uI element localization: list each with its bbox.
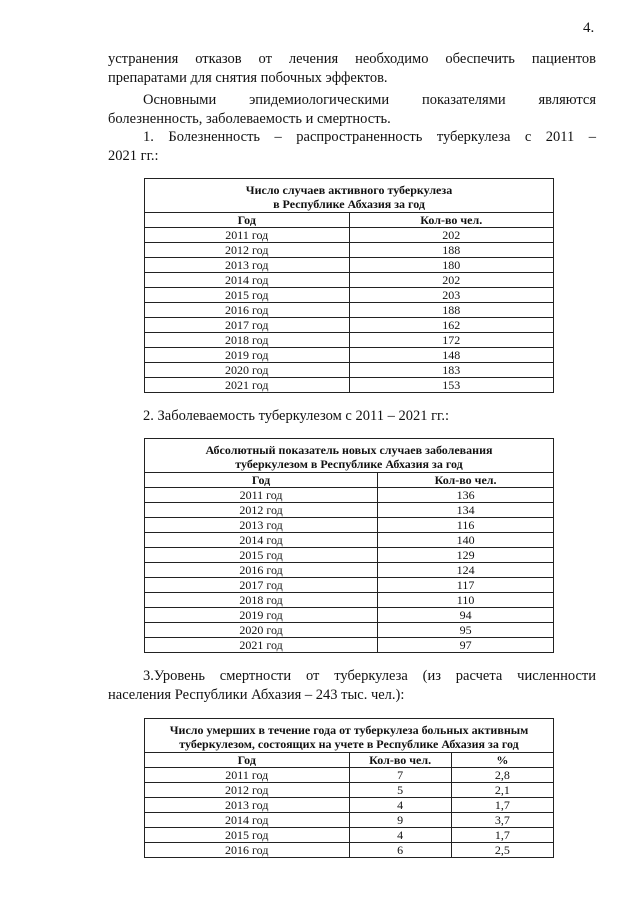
count-cell: 110 bbox=[378, 593, 554, 608]
paragraph-1-line-1: устранения отказов от лечения необходимо обеспечить пациентов bbox=[108, 51, 596, 67]
year-cell: 2012 год bbox=[145, 243, 350, 258]
table-row bbox=[145, 363, 554, 378]
table-row bbox=[145, 578, 554, 593]
year-cell: 2014 год bbox=[145, 533, 378, 548]
year-cell: 2021 год bbox=[145, 378, 350, 393]
count-cell: 117 bbox=[378, 578, 554, 593]
paragraph-3-line-1: 1. Болезненность – распространенность туберкулеза с 2011 – bbox=[143, 129, 596, 145]
paragraph-1-line-2: препаратами для снятия побочных эффектов. bbox=[108, 70, 388, 86]
table-prevalence bbox=[144, 178, 554, 393]
table-caption bbox=[145, 439, 554, 473]
year-cell: 2018 год bbox=[145, 333, 350, 348]
year-cell: 2019 год bbox=[145, 348, 350, 363]
count-cell: 97 bbox=[378, 638, 554, 653]
count-cell: 4 bbox=[349, 798, 451, 813]
year-cell: 2013 год bbox=[145, 518, 378, 533]
table-row bbox=[145, 813, 554, 828]
count-cell: 6 bbox=[349, 843, 451, 858]
column-header-year: Год bbox=[145, 213, 350, 228]
count-cell: 203 bbox=[349, 288, 554, 303]
table-caption-line-1: Число случаев активного туберкулеза bbox=[245, 183, 453, 197]
year-cell: 2015 год bbox=[145, 288, 350, 303]
percent-cell: 1,7 bbox=[451, 798, 553, 813]
table-row bbox=[145, 798, 554, 813]
table-row bbox=[145, 783, 554, 798]
table-row bbox=[145, 503, 554, 518]
table-caption bbox=[145, 719, 554, 753]
year-cell: 2016 год bbox=[145, 843, 350, 858]
percent-cell: 2,5 bbox=[451, 843, 553, 858]
column-header-year: Год bbox=[145, 753, 350, 768]
year-cell: 2017 год bbox=[145, 578, 378, 593]
table-row bbox=[145, 548, 554, 563]
year-cell: 2020 год bbox=[145, 363, 350, 378]
year-cell: 2015 год bbox=[145, 828, 350, 843]
count-cell: 9 bbox=[349, 813, 451, 828]
table-row bbox=[145, 518, 554, 533]
percent-cell: 2,8 bbox=[451, 768, 553, 783]
paragraph-2-line-1: Основными эпидемиологическими показателями являются bbox=[143, 92, 596, 108]
percent-cell: 2,1 bbox=[451, 783, 553, 798]
table-row bbox=[145, 303, 554, 318]
year-cell: 2013 год bbox=[145, 258, 350, 273]
column-header-percent: % bbox=[451, 753, 553, 768]
table-row bbox=[145, 258, 554, 273]
count-cell: 180 bbox=[349, 258, 554, 273]
page-number: 4. bbox=[583, 20, 595, 36]
count-cell: 129 bbox=[378, 548, 554, 563]
year-cell: 2014 год bbox=[145, 273, 350, 288]
table-caption-line-1: Абсолютный показатель новых случаев заболевания bbox=[205, 443, 493, 457]
paragraph-4-line-1: 3.Уровень смертности от туберкулеза (из расчета численности bbox=[143, 668, 596, 684]
table-caption-line-1: Число умерших в течение года от туберкулеза больных активным bbox=[169, 723, 529, 737]
count-cell: 136 bbox=[378, 488, 554, 503]
table-caption bbox=[145, 179, 554, 213]
column-header-count: Кол-во чел. bbox=[349, 213, 554, 228]
paragraph-2-line-2: болезненность, заболеваемость и смертность. bbox=[108, 111, 391, 127]
table-row bbox=[145, 533, 554, 548]
table-row bbox=[145, 768, 554, 783]
year-cell: 2016 год bbox=[145, 563, 378, 578]
table-row bbox=[145, 228, 554, 243]
table-row bbox=[145, 828, 554, 843]
table-row bbox=[145, 563, 554, 578]
table-row bbox=[145, 638, 554, 653]
count-cell: 188 bbox=[349, 243, 554, 258]
year-cell: 2019 год bbox=[145, 608, 378, 623]
table-row bbox=[145, 243, 554, 258]
table-row bbox=[145, 378, 554, 393]
count-cell: 134 bbox=[378, 503, 554, 518]
year-cell: 2020 год bbox=[145, 623, 378, 638]
count-cell: 202 bbox=[349, 273, 554, 288]
count-cell: 116 bbox=[378, 518, 554, 533]
table-incidence bbox=[144, 438, 554, 653]
year-cell: 2015 год bbox=[145, 548, 378, 563]
count-cell: 140 bbox=[378, 533, 554, 548]
percent-cell: 3,7 bbox=[451, 813, 553, 828]
table-mortality bbox=[144, 718, 554, 858]
count-cell: 188 bbox=[349, 303, 554, 318]
count-cell: 153 bbox=[349, 378, 554, 393]
year-cell: 2016 год bbox=[145, 303, 350, 318]
count-cell: 94 bbox=[378, 608, 554, 623]
year-cell: 2018 год bbox=[145, 593, 378, 608]
table-row bbox=[145, 623, 554, 638]
table-row bbox=[145, 843, 554, 858]
column-header-count: Кол-во чел. bbox=[349, 753, 451, 768]
table-caption-line-2: туберкулезом, состоящих на учете в Республике Абхазия за год bbox=[179, 737, 519, 751]
year-cell: 2014 год bbox=[145, 813, 350, 828]
count-cell: 7 bbox=[349, 768, 451, 783]
year-cell: 2011 год bbox=[145, 228, 350, 243]
year-cell: 2011 год bbox=[145, 768, 350, 783]
paragraph-4-line-2: населения Республики Абхазия – 243 тыс. чел.): bbox=[108, 687, 405, 703]
year-cell: 2012 год bbox=[145, 783, 350, 798]
count-cell: 183 bbox=[349, 363, 554, 378]
count-cell: 124 bbox=[378, 563, 554, 578]
count-cell: 95 bbox=[378, 623, 554, 638]
count-cell: 4 bbox=[349, 828, 451, 843]
column-header-year: Год bbox=[145, 473, 378, 488]
year-cell: 2013 год bbox=[145, 798, 350, 813]
section-heading-incidence: 2. Заболеваемость туберкулезом с 2011 – 2021 гг.: bbox=[143, 408, 449, 424]
year-cell: 2017 год bbox=[145, 318, 350, 333]
paragraph-3-line-2: 2021 гг.: bbox=[108, 148, 159, 164]
table-row bbox=[145, 333, 554, 348]
year-cell: 2012 год bbox=[145, 503, 378, 518]
column-header-count: Кол-во чел. bbox=[378, 473, 554, 488]
table-row bbox=[145, 348, 554, 363]
count-cell: 162 bbox=[349, 318, 554, 333]
table-row bbox=[145, 608, 554, 623]
table-row bbox=[145, 593, 554, 608]
count-cell: 172 bbox=[349, 333, 554, 348]
table-row bbox=[145, 273, 554, 288]
table-row bbox=[145, 318, 554, 333]
count-cell: 5 bbox=[349, 783, 451, 798]
table-row bbox=[145, 288, 554, 303]
year-cell: 2011 год bbox=[145, 488, 378, 503]
count-cell: 202 bbox=[349, 228, 554, 243]
count-cell: 148 bbox=[349, 348, 554, 363]
percent-cell: 1,7 bbox=[451, 828, 553, 843]
year-cell: 2021 год bbox=[145, 638, 378, 653]
table-caption-line-2: туберкулезом в Республике Абхазия за год bbox=[235, 457, 463, 471]
table-caption-line-2: в Республике Абхазия за год bbox=[273, 197, 425, 211]
table-row bbox=[145, 488, 554, 503]
